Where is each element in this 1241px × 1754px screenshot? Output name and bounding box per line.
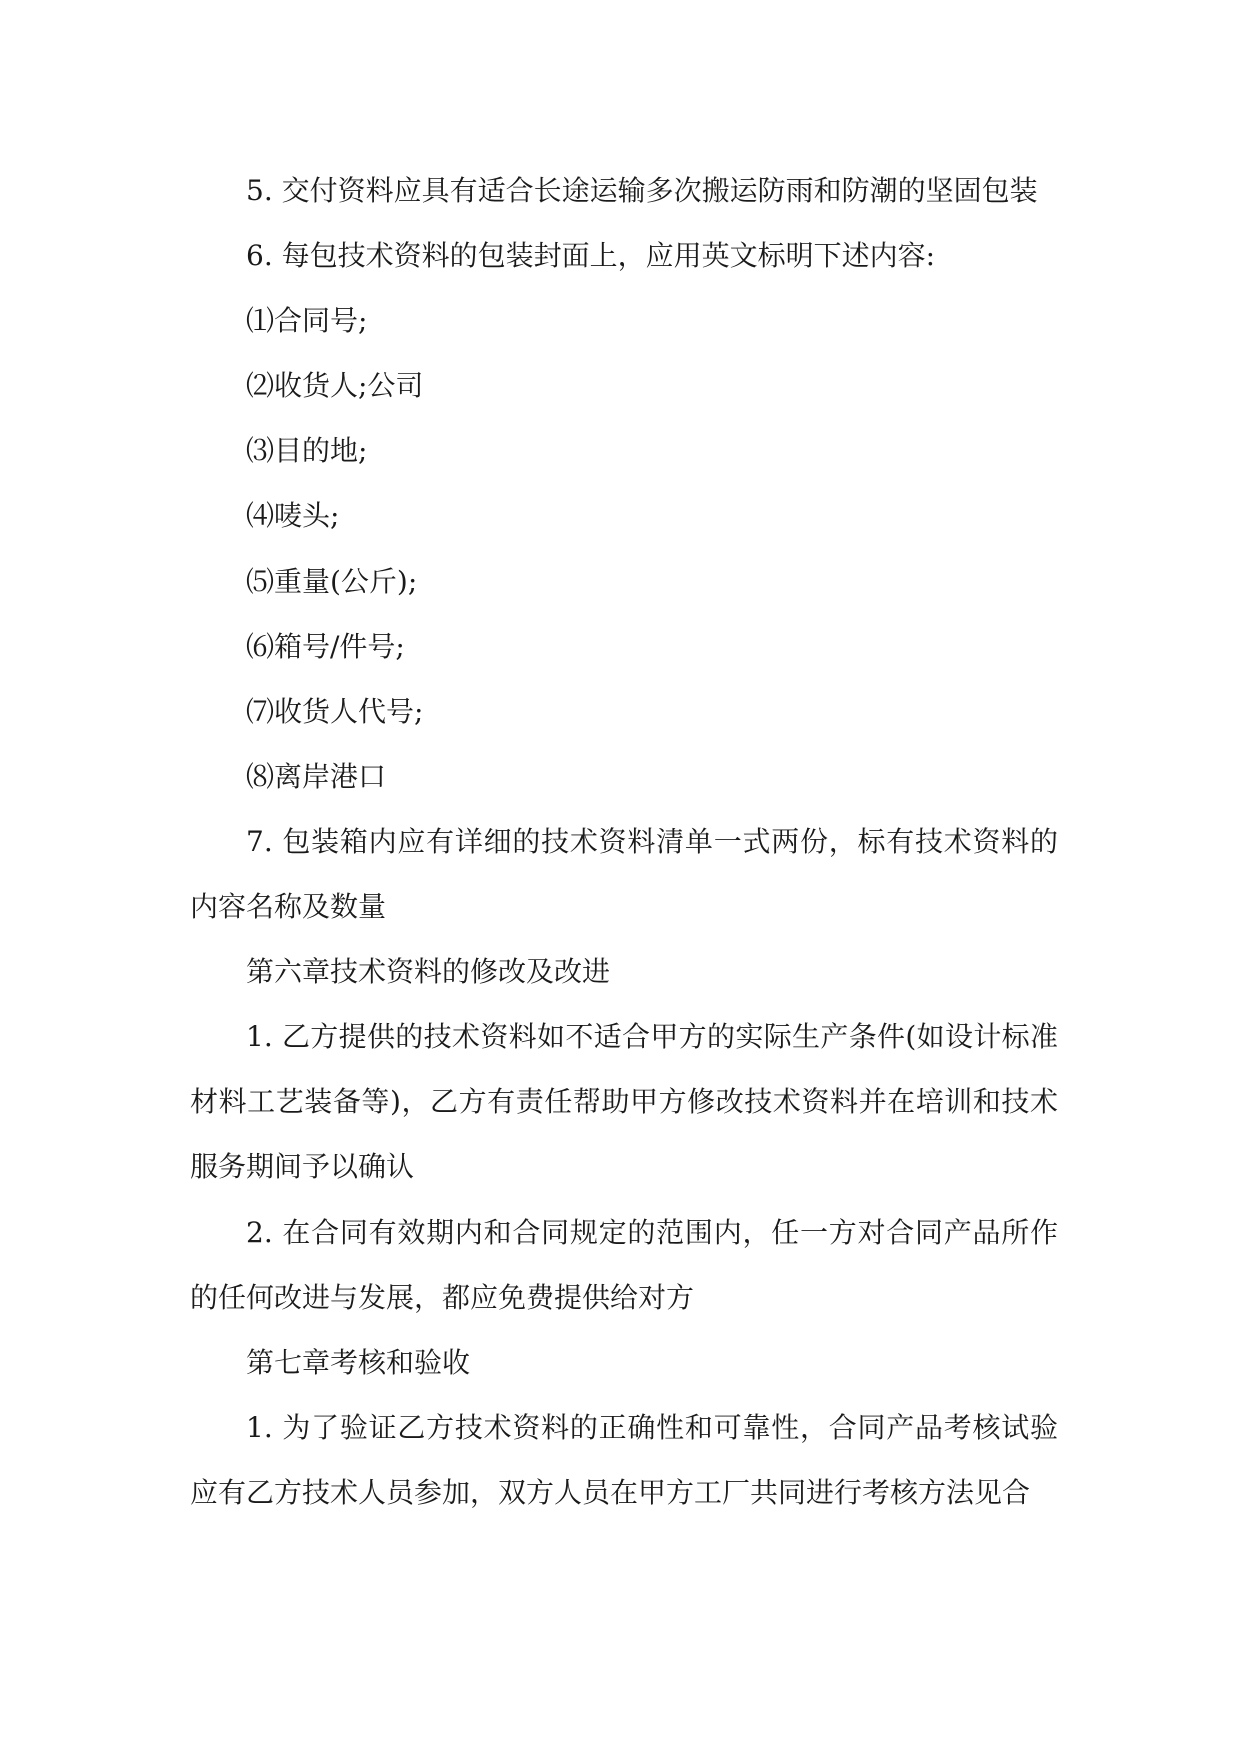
paragraph-item-7: 7. 包装箱内应有详细的技术资料清单一式两份，标有技术资料的内容名称及数量 [190, 824, 1058, 924]
list-item-port-of-departure: ⑻离岸港口 [246, 759, 387, 793]
paragraph-chapter7-item-1: 1. 为了验证乙方技术资料的正确性和可靠性，合同产品考核试验应有乙方技术人员参加，双方人员在甲方工厂共同进行考核方法见合 [190, 1410, 1058, 1509]
list-item-consignee: ⑵收货人;公司 [246, 369, 424, 403]
paragraph-chapter6-item-1: 1. 乙方提供的技术资料如不适合甲方的实际生产条件(如设计标准材料工艺装备等)，乙方有责任帮助甲方修改技术资料并在培训和技术服务期间予以确认 [190, 1020, 1058, 1184]
paragraph-item-5: 5. 交付资料应具有适合长途运输多次搬运防雨和防潮的坚固包装 [246, 174, 1038, 207]
list-item-weight: ⑸重量(公斤); [246, 564, 418, 598]
list-item-box-number: ⑹箱号/件号; [246, 629, 405, 663]
paragraph-item-6: 6. 每包技术资料的包装封面上，应用英文标明下述内容: [246, 239, 936, 273]
list-item-consignee-code: ⑺收货人代号; [246, 694, 424, 728]
document-body [190, 158, 1058, 1525]
list-item-destination: ⑶目的地; [246, 434, 368, 468]
chapter-heading-7: 第七章考核和验收 [246, 1345, 471, 1379]
list-item-shipping-mark: ⑷唛头; [246, 499, 340, 533]
paragraph-chapter6-item-2: 2. 在合同有效期内和合同规定的范围内，任一方对合同产品所作的任何改进与发展，都应免费提供给对方 [190, 1215, 1058, 1314]
list-item-contract-number: ⑴合同号; [246, 304, 368, 338]
chapter-heading-6: 第六章技术资料的修改及改进 [246, 955, 611, 989]
